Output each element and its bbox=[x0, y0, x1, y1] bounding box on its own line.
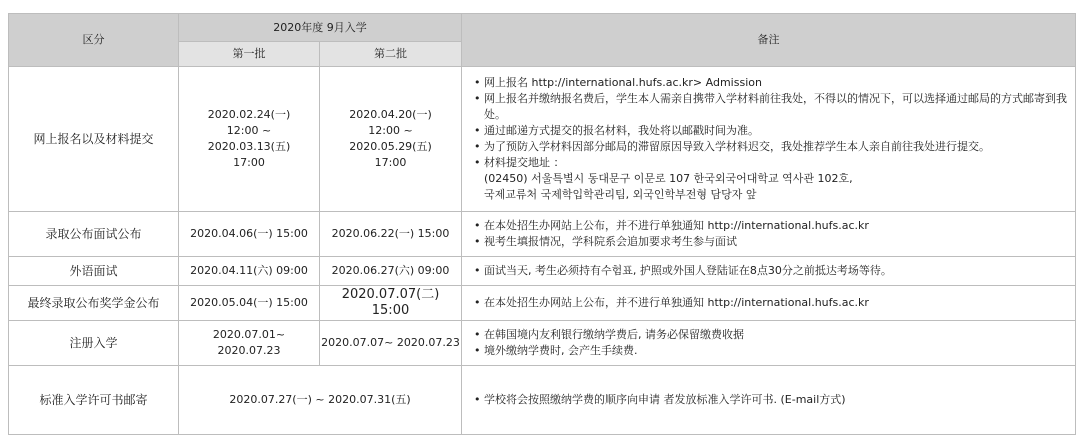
batch2-date: 2020.07.07~ 2020.07.23 bbox=[320, 321, 462, 366]
row-category: 标准入学许可书邮寄 bbox=[9, 366, 179, 435]
row-notes bbox=[462, 286, 1076, 321]
note-item: • 境外缴纳学费时, 会产生手续费. bbox=[474, 343, 1067, 359]
batch1-date: 2020.02.24(一) 12:00 ~ 2020.03.13(五) 17:00 bbox=[179, 67, 320, 212]
address-line-1: (02450) 서울특별시 동대문구 이문로 107 한국외국어대학교 역사관 102호, bbox=[484, 172, 853, 185]
batch1-date: 2020.04.06(一) 15:00 bbox=[179, 212, 320, 257]
table-row bbox=[9, 286, 1076, 321]
table-row bbox=[9, 366, 1076, 435]
merged-date: 2020.07.27(一) ~ 2020.07.31(五) bbox=[179, 366, 462, 435]
note-item: • 面试当天, 考生必须持有수험표, 护照或外国人登陆证在8点30分之前抵达考场等待。 bbox=[474, 263, 1067, 279]
batch2-date: 2020.06.27(六) 09:00 bbox=[320, 257, 462, 286]
note-item: • 通过邮递方式提交的报名材料，我处将以邮戳时间为准。 bbox=[474, 123, 1067, 139]
row-notes bbox=[462, 366, 1076, 435]
table-row bbox=[9, 67, 1076, 212]
admission-schedule bbox=[8, 13, 1075, 435]
note-item: • 为了预防入学材料因部分邮局的滞留原因导致入学材料迟交，我处推荐学生本人亲自前往我处进行提交。 bbox=[474, 139, 1067, 155]
note-item: • 视考生填报情况，学科院系会追加要求考生参与面试 bbox=[474, 234, 1067, 250]
header-batch1: 第一批 bbox=[179, 42, 320, 67]
row-category: 最终录取公布奖学金公布 bbox=[9, 286, 179, 321]
row-category: 外语面试 bbox=[9, 257, 179, 286]
row-category: 录取公布面试公布 bbox=[9, 212, 179, 257]
table-row bbox=[9, 257, 1076, 286]
batch1-date: 2020.04.11(六) 09:00 bbox=[179, 257, 320, 286]
batch1-date: 2020.07.01~ 2020.07.23 bbox=[179, 321, 320, 366]
note-item: • 在韩国境内友利银行缴纳学费后, 请务必保留缴费收据 bbox=[474, 327, 1067, 343]
header-period: 2020年度 9月入学 bbox=[179, 14, 462, 42]
table-row bbox=[9, 212, 1076, 257]
row-category: 网上报名以及材料提交 bbox=[9, 67, 179, 212]
address-line-2: 국제교류처 국제학입학관리팀, 외국인학부전형 담당자 앞 bbox=[484, 188, 757, 201]
schedule-table bbox=[8, 13, 1076, 435]
header-remarks: 备注 bbox=[462, 14, 1076, 67]
row-notes bbox=[462, 67, 1076, 212]
note-item: • 网上报名 http://international.hufs.ac.kr> Admission bbox=[474, 75, 1067, 91]
note-item: • 学校将会按照缴纳学费的顺序向申请 者发放标准入学许可书. (E-mail方式) bbox=[474, 392, 1067, 408]
row-notes bbox=[462, 257, 1076, 286]
note-item: • 网上报名并缴纳报名费后，学生本人需亲自携带入学材料前往我处，不得以的情况下，可以选择通过邮局的方式邮寄到我处。 bbox=[474, 91, 1067, 123]
row-notes bbox=[462, 321, 1076, 366]
note-item: • 在本处招生办网站上公布，并不进行单独通知 http://international.hufs.ac.kr bbox=[474, 218, 1067, 234]
note-item: • 在本处招生办网站上公布，并不进行单独通知 http://international.hufs.ac.kr bbox=[474, 295, 1067, 311]
header-category: 区分 bbox=[9, 14, 179, 67]
batch2-date: 2020.06.22(一) 15:00 bbox=[320, 212, 462, 257]
row-notes bbox=[462, 212, 1076, 257]
batch2-date: 2020.04.20(一) 12:00 ~ 2020.05.29(五) 17:00 bbox=[320, 67, 462, 212]
batch1-date: 2020.05.04(一) 15:00 bbox=[179, 286, 320, 321]
row-category: 注册入学 bbox=[9, 321, 179, 366]
header-batch2: 第二批 bbox=[320, 42, 462, 67]
table-row bbox=[9, 321, 1076, 366]
batch2-date: 2020.07.07(二) 15:00 bbox=[320, 286, 462, 321]
note-item-address: • 材料提交地址 ： (02450) 서울특별시 동대문구 이문로 107 한국외국어대학교 역사관 102호, 국제교류처 국제학입학관리팀, 외국인학부전형 담당자 앞 bbox=[474, 155, 1067, 203]
